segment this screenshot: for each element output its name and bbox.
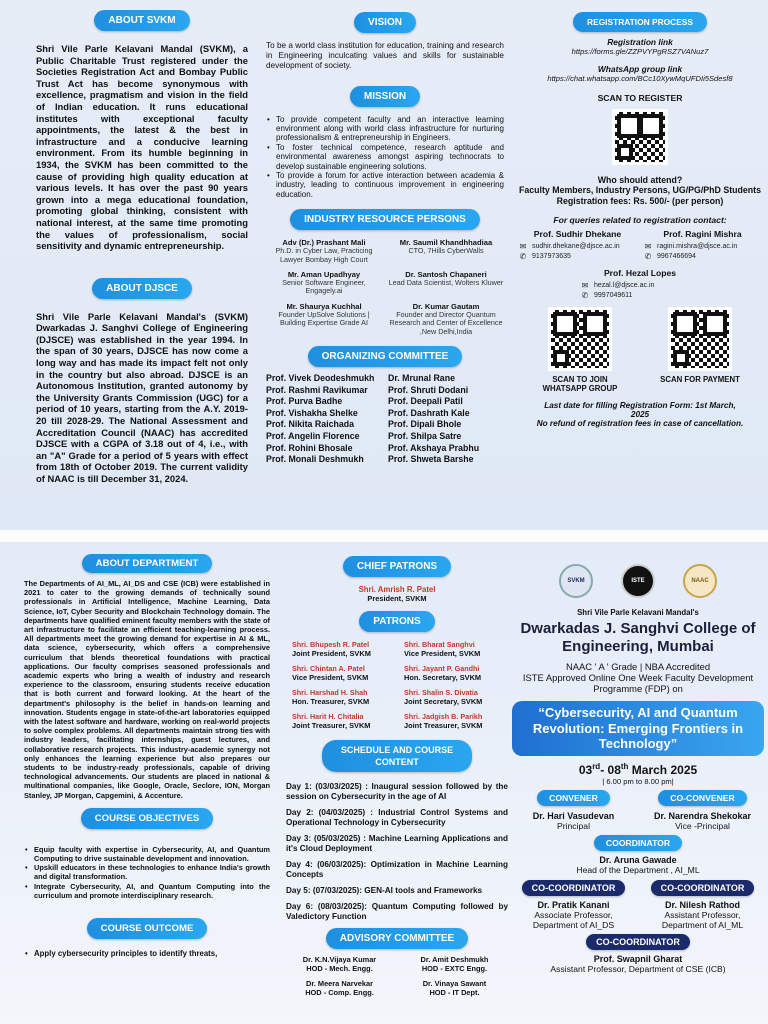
coordinator-role: Head of the Department , AI_ML — [576, 864, 700, 875]
co-coordinator-role: Assistant Professor, Department of AI_ML — [661, 909, 744, 930]
convener-row — [512, 790, 764, 831]
industry-person: Dr. Santosh Chapaneri Lead Data Scientist, Wolters Kluwer — [388, 270, 504, 288]
co-convener-name: Dr. Narendra Shekokar — [653, 810, 752, 821]
co-convener-role: Vice -Principal — [675, 820, 730, 831]
no-refund: No refund of registration fees in case of cancellation. — [536, 418, 744, 428]
mail-icon: ✉ — [581, 280, 589, 290]
payment-qr-code[interactable] — [668, 307, 732, 371]
whatsapp-qr-code[interactable] — [548, 307, 612, 371]
outcome-list — [24, 949, 270, 958]
contact-card: Prof. Sudhir Dhekane ✉ sudhir.dhekane@djsce.ac.in ✆ 9137973635 — [519, 228, 622, 261]
about-dept-heading: ABOUT DEPARTMENT — [82, 554, 213, 573]
industry-person: Mr. Shaurya Kuchhal Founder UpSolve Solutions | Building Expertise Grade AI — [278, 301, 370, 328]
mail-icon: ✉ — [644, 241, 652, 251]
co-coordinator-row — [512, 880, 764, 930]
patron: Shri. Bhupesh R. Patel Joint President, SVKM — [292, 640, 371, 658]
objectives-heading: COURSE OBJECTIVES — [81, 808, 214, 829]
advisory-heading: ADVISORY COMMITTEE — [326, 928, 468, 949]
organizer: Dr. Mrunal Rane — [388, 373, 455, 384]
industry-heading: INDUSTRY RESOURCE PERSONS — [290, 209, 480, 230]
organizer: Prof. Shilpa Satre — [388, 431, 462, 442]
naac-logo: NAAC — [683, 564, 717, 598]
who-attend-label: Who should attend? — [597, 175, 683, 185]
about-svkm-text: Shri Vile Parle Kelavani Mandal (SVKM), a Public Charitable Trust registered under the Societies Registration Act and Bombay Public Trust Act has become synonymous with excellence, pragmatism and vision in the field of Indian education. It runs educational institutes with exceptional faculty appointments, the latest & the best in infrastructure and a conducive learning environment. From its humble beginning in 1934, the SVKM has been committed to the cause of providing high quality education at various levels. It has over the past 90 years grown into a mega educational foundation, promoting global thinking, consistent with national interest, at the same time promoting the values of professionalism, social sensitivity and dynamic entrepreneurship. — [36, 43, 248, 252]
outcome-heading: COURSE OUTCOME — [87, 918, 208, 939]
schedule-day: Day 1: (03/03/2025) : Inaugural session followed by the session on Cybersecurity in the age of AI — [286, 782, 508, 801]
register-qr-code[interactable] — [612, 109, 668, 165]
who-attend-text: Faculty Members, Industry Persons, UG/PG/PhD Students — [519, 185, 761, 195]
registration-link[interactable]: https://forms.gle/ZZPVYPgRSZ7VANuz7 — [571, 47, 709, 56]
industry-persons — [266, 238, 504, 336]
advisor: Dr. K.N.Vijaya Kumar HOD - Mech. Engg. — [302, 955, 377, 973]
event-time: | 6.00 pm to 8.00 pm| — [602, 776, 674, 786]
patron: Shri. Bharat Sanghvi Vice President, SVKM — [404, 640, 481, 658]
mission-item: • To foster technical competence, research aptitude and environmental awareness amongst aspiring technocrats to develop sustainable engineering solutions. — [266, 143, 504, 171]
college-name: Dwarkadas J. Sanghvi College of Engineering, Mumbai — [520, 620, 756, 655]
schedule-day: Day 6: (08/03/2025): Quantum Computing followed by Valedictory Function — [286, 902, 508, 921]
convener-heading: CONVENER — [537, 790, 610, 806]
organizer: Prof. Rashmi Ravikumar — [266, 384, 368, 395]
co-coordinator-heading: CO-COORDINATOR — [586, 934, 690, 950]
accreditation: NAAC ' A ' Grade | NBA Accredited — [565, 661, 711, 672]
registration-heading: REGISTRATION PROCESS — [573, 12, 707, 32]
objectives-list — [24, 845, 270, 900]
column-about — [36, 10, 248, 520]
column-patrons — [286, 556, 508, 1024]
column-vision — [266, 12, 504, 524]
schedule-day: Day 4: (06/03/2025): Optimization in Machine Learning Concepts — [286, 860, 508, 879]
phone-icon: ✆ — [581, 290, 589, 300]
event-dates: 03rd- 08th March 2025 — [578, 761, 698, 777]
convener-role: Principal — [557, 820, 590, 831]
contact-card: Prof. Hezal Lopes ✉ hezal.l@djsce.ac.in ✆ 9997049611 — [581, 267, 677, 300]
registration-fees: Registration fees: Rs. 500/- (per person) — [556, 195, 724, 206]
co-coordinator-name: Prof. Swapnil Gharat — [593, 953, 683, 964]
objective-item: • Equip faculty with expertise in Cybersecurity, AI, and Quantum Computing to drive sustainable development and innovation. — [24, 845, 270, 863]
patron: Shri. Chintan A. Patel Vice President, SVKM — [292, 664, 369, 682]
contact-card: Prof. Ragini Mishra ✉ ragini.mishra@djsce.ac.in ✆ 9967466694 — [644, 228, 742, 261]
whatsapp-link-label: WhatsApp group link — [597, 64, 683, 74]
mission-item: • To provide a forum for active interaction between academia & industry, leading to continuous improvement in engineering education. — [266, 171, 504, 199]
organizer: Prof. Angelin Florence — [266, 431, 360, 442]
patron: Shri. Shalin S. Divatia Joint Secretary, SVKM — [404, 688, 483, 706]
organizer: Prof. Deepali Patil — [388, 396, 463, 407]
objective-item: • Integrate Cybersecurity, AI, and Quantum Computing into the curriculum and promote interdisciplinary research. — [24, 882, 270, 900]
advisor: Dr. Meera Narvekar HOD - Comp. Engg. — [305, 979, 374, 997]
patrons-heading: PATRONS — [359, 611, 434, 632]
convener-name: Dr. Hari Vasudevan — [532, 810, 615, 821]
co-coordinator-role: Assistant Professor, Department of CSE (ICB) — [550, 963, 726, 974]
mission-heading: MISSION — [350, 86, 420, 107]
page-divider — [0, 530, 768, 542]
about-svkm-heading: ABOUT SVKM — [94, 10, 189, 31]
co-coordinator-heading: CO-COORDINATOR — [522, 880, 626, 896]
schedule-day: Day 3: (05/03/2025) : Machine Learning Applications and it's Cloud Deployment — [286, 834, 508, 853]
qr-row — [518, 307, 762, 393]
brochure-inside — [0, 542, 768, 1024]
coordinator-name: Dr. Aruna Gawade — [599, 854, 677, 865]
industry-person: Mr. Saumil Khandhhadiaa CTO, 7Hills CyberWalls — [399, 238, 493, 256]
scan-whatsapp-label: SCAN TO JOIN WHATSAPP GROUP — [542, 374, 618, 393]
organizing-list — [266, 373, 504, 466]
chief-patrons-heading: CHIEF PATRONS — [343, 556, 451, 577]
patron: Shri. Jadgish B. Parikh Joint Treasurer, SVKM — [404, 712, 483, 730]
advisory-list — [286, 955, 508, 997]
co-coordinator-heading: CO-COORDINATOR — [651, 880, 755, 896]
organizer: Prof. Dashrath Kale — [388, 407, 470, 418]
about-dept-text: The Departments of AI_ML, AI_DS and CSE (ICB) were established in 2021 to cater to the growing demands of technically sound professionals in Artificial Intelligence, Machine Learning, Data Science, IoT, Cyber Security and Blockchain Technology domain. The departments have qualified eminent faculty members with the state of art infrastructure to facilitate an efficient teaching-learning process. All departments meet the growing demand for expertise in AI & ML, data science, cybersecurity, which offers a comprehensive curriculum that blends theoretical foundations with practical applications. Our faculty comprises seasoned professionals and academic experts who bring a wealth of industry and research experience to the classroom, ensuring students receive education that is both current and forward looking. At the heart of the department's philosophy is the belief in hands-on learning and innovation. Students engage in state-of-the-art laboratories equipped with the latest software and hardware, working on real-world projects to solve complex problems. All departments maintain strong ties with industry leaders, facilitating internships, guest lectures, and collaborative research projects. This industry-academic synergy not only enhances the learning experience but also prepares our students to be industry-ready professionals, capable of driving technological advancements. Our students are placed in national & multinational companies, like Google, Oracle, Seclore, ION, Morgan Stanley, JP Morgan, Capgemini, & Accenture. — [24, 579, 270, 800]
mail-icon: ✉ — [519, 241, 527, 251]
column-registration — [518, 12, 762, 524]
scan-register-label: SCAN TO REGISTER — [597, 93, 683, 103]
mission-list — [266, 115, 504, 200]
organizer: Prof. Dipali Bhole — [388, 419, 462, 430]
objective-item: • Upskill educators in these technologies to enhance India's growth and digital transformation. — [24, 863, 270, 881]
chief-patron-role: President, SVKM — [367, 594, 427, 603]
organizer: Prof. Monali Deshmukh — [266, 454, 364, 465]
scan-payment-label: SCAN FOR PAYMENT — [660, 374, 740, 384]
logo-row — [512, 564, 764, 598]
column-department — [24, 554, 270, 1024]
queries-label: For queries related to registration contact: — [553, 214, 727, 225]
co-coordinator-name: Dr. Nilesh Rathod — [664, 899, 740, 910]
fdp-label: ISTE Approved Online One Week Faculty Development Programme (FDP) on — [522, 672, 754, 694]
about-djsce-text: Shri Vile Parle Kelavani Mandal's (SVKM) Dwarkadas J. Sanghvi College of Engineering (DJSCE) was established in the year 1994. In the span of 30 years, DJSCE has now come a long way and has made its impact felt not only in the country but also abroad. DJSCE is an Autonomous Institution, granted autonomy by the University Grants Commission (UGC) for a period of 10 years, starting from the A.Y. 2019-20 till 2028-29. The National Assessment and Accreditation Council (NAAC) has accredited DJSCE with a CGPA of 3.18 out of 4, i.e., with an "A" Grade for a period of 5 years with effect from 18th of October 2019. The current validity of NAAC is till December 31, 2024. — [36, 310, 248, 484]
organizer: Prof. Purva Badhe — [266, 396, 343, 407]
schedule-heading: SCHEDULE AND COURSE CONTENT — [322, 740, 472, 772]
co-convener-heading: CO-CONVENER — [658, 790, 746, 806]
whatsapp-link[interactable]: https://chat.whatsapp.com/BCc10XywMqUFDIi5Sdesf8 — [547, 74, 733, 83]
organizer: Prof. Rohini Bhosale — [266, 442, 353, 453]
organizer: Prof. Vishakha Shelke — [266, 407, 358, 418]
vision-text: To be a world class institution for education, training and research in Engineering inculcating values and skills for sustainable development of society. — [266, 41, 504, 71]
patrons-list — [286, 640, 508, 730]
patron: Shri. Harit H. Chitalia Joint Treasurer, SVKM — [292, 712, 371, 730]
industry-person: Dr. Kumar Gautam Founder and Director Quantum Research and Center of Excellence ,New Delhi,India — [389, 301, 503, 336]
about-djsce-heading: ABOUT DJSCE — [92, 278, 192, 299]
iste-logo: ISTE — [621, 564, 655, 598]
contacts-row — [518, 229, 762, 262]
co-coordinator-name: Dr. Pratik Kanani — [537, 899, 610, 910]
fdp-title: “Cybersecurity, AI and Quantum Revolution: Emerging Frontiers in Technology” — [512, 701, 764, 756]
phone-icon: ✆ — [644, 251, 652, 261]
outcome-item: • Apply cybersecurity principles to identify threats, — [24, 949, 270, 958]
vision-heading: VISION — [354, 12, 416, 33]
patron: Shri. Jayant P. Gandhi Hon. Secretary, SVKM — [404, 664, 482, 682]
svkm-logo: SVKM — [559, 564, 593, 598]
chief-patron-name: Shri. Amrish R. Patel — [358, 585, 436, 594]
patron: Shri. Harshad H. Shah Hon. Treasurer, SVKM — [292, 688, 370, 706]
schedule-day: Day 2: (04/03/2025) : Industrial Control Systems and Operational Technology in Cybersecurity — [286, 808, 508, 827]
schedule-day: Day 5: (07/03/2025): GEN-AI tools and Frameworks — [286, 886, 483, 895]
organizer: Prof. Akshaya Prabhu — [388, 442, 480, 453]
co-coordinator-role: Associate Professor, Department of AI_DS — [532, 909, 615, 930]
organizer: Prof. Nikita Raichada — [266, 419, 354, 430]
organizer: Prof. Shweta Barshe — [388, 454, 474, 465]
column-event — [512, 564, 764, 1024]
org-name: Shri Vile Parle Kelavani Mandal's — [577, 608, 699, 617]
schedule-list — [286, 782, 508, 922]
industry-person: Mr. Aman Upadhyay Senior Software Engineer, Engagely.ai — [282, 270, 366, 296]
advisor: Dr. Vinaya Sawant HOD - IT Dept. — [422, 979, 487, 997]
organizing-heading: ORGANIZING COMMITTEE — [308, 346, 463, 367]
advisor: Dr. Amit Deshmukh HOD - EXTC Engg. — [420, 955, 489, 973]
coordinator-heading: COORDINATOR — [594, 835, 682, 851]
mission-item: • To provide competent faculty and an interactive learning environment along with world class infrastructure for nurturing professionalism & entrepreneurship in Engineers. — [266, 115, 504, 143]
phone-icon: ✆ — [519, 251, 527, 261]
registration-link-label: Registration link — [607, 37, 673, 47]
organizer: Prof. Shruti Dodani — [388, 384, 469, 395]
last-date: Last date for filling Registration Form: 1st March, 2025 — [544, 400, 736, 419]
industry-person: Adv (Dr.) Prashant Mali Ph.D. in Cyber Law, Practicing Lawyer Bombay High Court — [275, 238, 373, 264]
organizer: Prof. Vivek Deodeshmukh — [266, 373, 375, 384]
